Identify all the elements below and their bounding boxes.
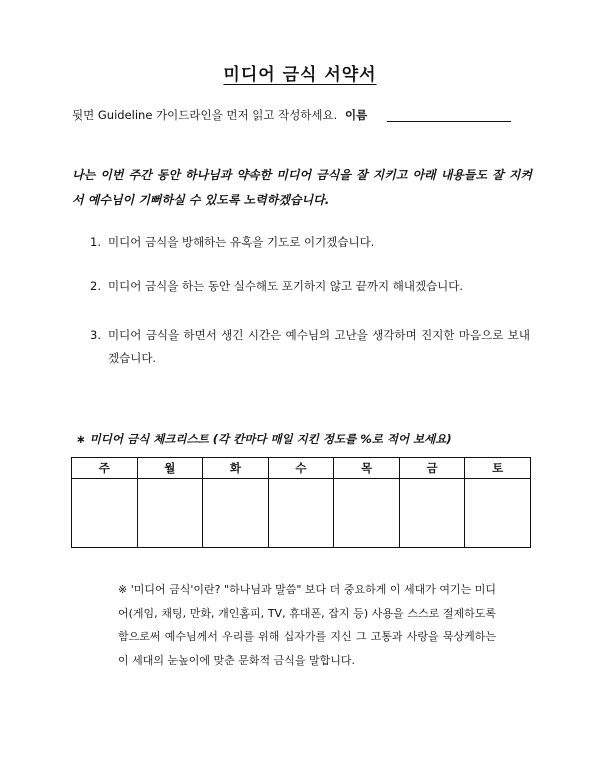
day-header-mon: 월 bbox=[137, 458, 203, 479]
checklist-table bbox=[71, 457, 531, 548]
definition-note: ※ '미디어 금식'이란? "하나님과 말씀" 보다 더 중요하게 이 세대가 여기는 미디어(게임, 채팅, 만화, 개인홈피, TV, 휴대폰, 잡지 등) 사용을 스스로 절제하도록 함으로써 예수님께서 우리를 위해 십자가를 지신 그 고통과 사랑을 묵상케하는 이 세대의 눈높이에 맞춘 문화적 금식을 말합니다. bbox=[118, 583, 496, 667]
checklist-entry-row bbox=[72, 479, 531, 548]
page-title: 미디어 금식 서약서 bbox=[223, 65, 377, 85]
day-cell-sun[interactable] bbox=[72, 479, 138, 548]
day-cell-fri[interactable] bbox=[399, 479, 465, 548]
pledge-number: 3. bbox=[90, 328, 101, 342]
day-cell-thu[interactable] bbox=[334, 479, 400, 548]
pledge-item-2 bbox=[90, 275, 530, 298]
pledge-text: 미디어 금식을 하면서 생긴 시간은 예수님의 고난을 생각하며 진지한 마음으로 보내겠습니다. bbox=[108, 328, 530, 365]
day-header-fri: 금 bbox=[399, 458, 465, 479]
day-cell-sat[interactable] bbox=[465, 479, 531, 548]
day-cell-wed[interactable] bbox=[268, 479, 334, 548]
instruction-line bbox=[72, 107, 511, 123]
day-header-sun: 주 bbox=[72, 458, 138, 479]
day-cell-tue[interactable] bbox=[203, 479, 269, 548]
name-label: 이름 bbox=[344, 108, 368, 122]
checklist-title: ∗ 미디어 금식 체크리스트 (각 칸마다 매일 지킨 정도를 %로 적어 보세요) bbox=[76, 432, 452, 446]
day-header-tue: 화 bbox=[203, 458, 269, 479]
pledge-item-1 bbox=[90, 231, 530, 254]
checklist-header-row bbox=[72, 458, 531, 479]
pledge-text: 미디어 금식을 방해하는 유혹을 기도로 이기겠습니다. bbox=[108, 235, 375, 249]
day-header-sat: 토 bbox=[465, 458, 531, 479]
pledge-item-3 bbox=[90, 324, 530, 370]
day-header-wed: 수 bbox=[268, 458, 334, 479]
pledge-text: 미디어 금식을 하는 동안 실수해도 포기하지 않고 끝까지 해내겠습니다. bbox=[108, 279, 464, 293]
day-header-thu: 목 bbox=[334, 458, 400, 479]
instruction-text: 뒷면 Guideline 가이드라인을 먼저 읽고 작성하세요. bbox=[72, 108, 338, 122]
pledge-number: 2. bbox=[90, 279, 101, 293]
pledge-number: 1. bbox=[90, 235, 101, 249]
pledge-statement: 나는 이번 주간 동안 하나님과 약속한 미디어 금식을 잘 지키고 아래 내용들도 잘 지켜서 예수님이 기뻐하실 수 있도록 노력하겠습니다. bbox=[72, 168, 532, 207]
day-cell-mon[interactable] bbox=[137, 479, 203, 548]
name-field[interactable] bbox=[387, 109, 511, 122]
